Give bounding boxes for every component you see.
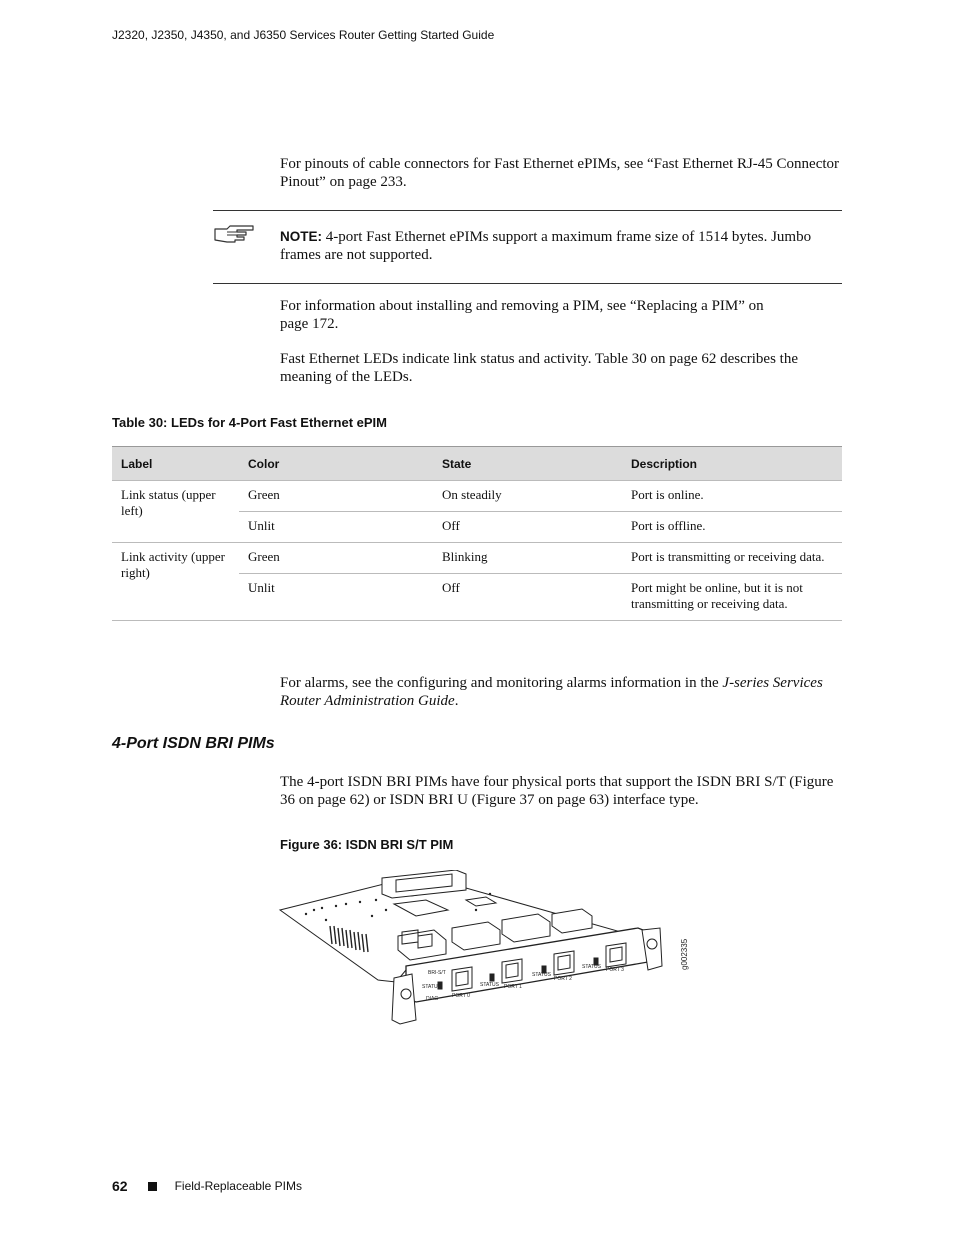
table-cell-color: Unlit xyxy=(239,512,433,543)
page-footer xyxy=(112,1178,302,1194)
pinout-paragraph: For pinouts of cable connectors for Fast Ethernet ePIMs, see “Fast Ethernet RJ-45 Connector Pinout” on page 233. xyxy=(280,156,840,190)
table-cell-description: Port is online. xyxy=(622,481,842,512)
figure-id-label: g002335 xyxy=(680,938,689,970)
leds-table xyxy=(112,446,842,621)
table-cell-description: Port might be online, but it is not transmitting or receiving data. xyxy=(622,574,842,621)
table-cell-state: Off xyxy=(433,574,622,621)
isdn-bri-pim-illustration xyxy=(276,870,696,1030)
table-cell-state: Blinking xyxy=(433,543,622,574)
table-cell-description: Port is transmitting or receiving data. xyxy=(622,543,842,574)
alarms-text-end: . xyxy=(454,693,459,709)
note-label: NOTE: xyxy=(280,229,322,244)
status-label: STATUS xyxy=(582,964,601,970)
table-cell-state: Off xyxy=(433,512,622,543)
pim-install-paragraph: For information about installing and removing a PIM, see “Replacing a PIM” on page 172. xyxy=(280,298,764,332)
column-header-color: Color xyxy=(239,447,433,481)
column-header-description: Description xyxy=(622,447,842,481)
diag-label: DIAG xyxy=(426,996,439,1002)
table-cell-label: Link activity (upper right) xyxy=(112,543,239,621)
table-cell-state: On steadily xyxy=(433,481,622,512)
footer-section-title: Field-Replaceable PIMs xyxy=(174,1179,302,1193)
table-header-row xyxy=(112,447,842,481)
status-label: STATUS xyxy=(480,982,499,988)
alarms-text: For alarms, see the configuring and monitoring alarms information in the xyxy=(280,675,723,691)
status-label: STATUS xyxy=(532,972,551,978)
led-intro-paragraph: Fast Ethernet LEDs indicate link status and activity. Table 30 on page 62 describes the meaning of the LEDs. xyxy=(280,351,798,385)
isdn-intro-paragraph: The 4-port ISDN BRI PIMs have four physical ports that support the ISDN BRI S/T (Figure 36 on page 62) or ISDN BRI U (Figure 37 on page 63) interface type. xyxy=(280,774,834,808)
table-row xyxy=(112,481,842,512)
table-caption: Table 30: LEDs for 4-Port Fast Ethernet ePIM xyxy=(112,415,387,430)
footer-bullet xyxy=(148,1182,157,1191)
column-header-label: Label xyxy=(112,447,239,481)
guide-title-link: J-series Services Router Administration Guide xyxy=(280,675,823,709)
port0-label: PORT 0 xyxy=(452,993,470,999)
table-cell-color: Green xyxy=(239,543,433,574)
note-body: 4-port Fast Ethernet ePIMs support a maximum frame size of 1514 bytes. Jumbo frames are not supported. xyxy=(280,229,812,263)
pointing-hand-icon xyxy=(213,223,255,245)
table-cell-color: Green xyxy=(239,481,433,512)
note-block xyxy=(213,210,842,284)
alarms-paragraph xyxy=(280,674,842,710)
running-header: J2320, J2350, J4350, and J6350 Services Router Getting Started Guide xyxy=(112,28,495,42)
status-label: STATUS xyxy=(422,984,441,990)
note-text xyxy=(280,228,835,264)
port1-label: PORT 1 xyxy=(504,984,522,990)
section-heading: 4-Port ISDN BRI PIMs xyxy=(112,735,275,752)
figure-caption: Figure 36: ISDN BRI S/T PIM xyxy=(280,837,454,852)
faceplate-label: BRI-S/T xyxy=(428,970,446,976)
table-cell-color: Unlit xyxy=(239,574,433,621)
port2-label: PORT 2 xyxy=(554,976,572,982)
column-header-state: State xyxy=(433,447,622,481)
table-cell-description: Port is offline. xyxy=(622,512,842,543)
port3-label: PORT 3 xyxy=(606,967,624,973)
page-number: 62 xyxy=(112,1178,128,1194)
table-cell-label: Link status (upper left) xyxy=(112,481,239,543)
table-row xyxy=(112,543,842,574)
